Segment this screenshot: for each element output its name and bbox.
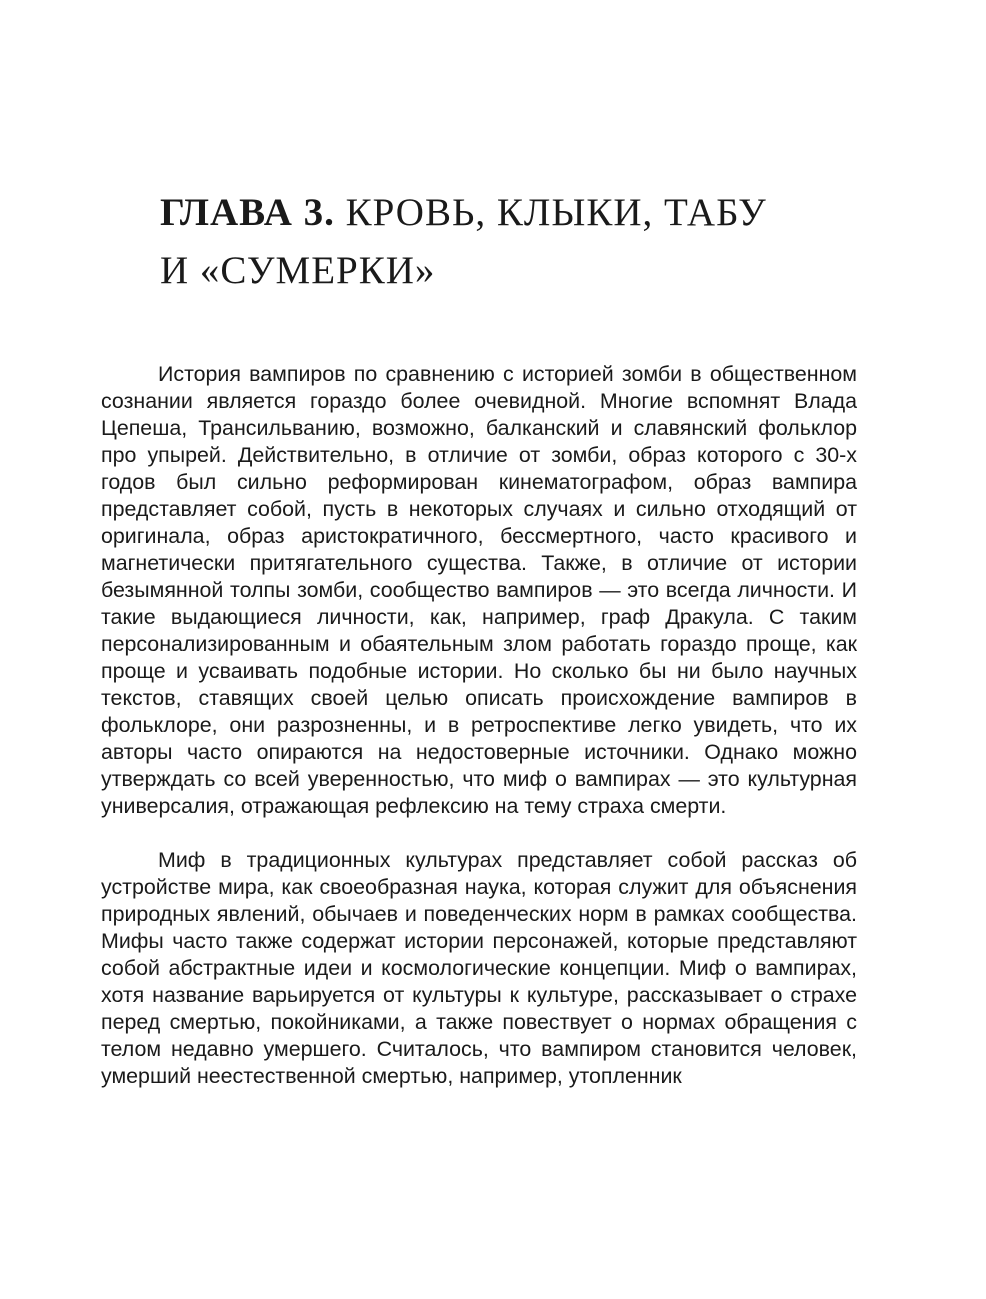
chapter-body <box>101 361 857 1090</box>
paragraph-1: История вампиров по сравнению с историей зомби в общественном сознании является гораздо более очевидной. Многие вспомнят Влада Цепеша, Трансильванию, возможно, балканский и славянский фольклор про упырей. Действительно, в отличие от зомби, образ которого с 30-х годов был сильно реформирован кинематографом, образ вампира представляет собой, пусть в некоторых случаях и сильно отходящий от оригинала, образ аристократичного, бессмертного, часто красивого и магнетически притягательного существа. Также, в отличие от истории безымянной толпы зомби, сообщество вампиров — это всегда личности. И такие выдающиеся личности, как, например, граф Дракула. С таким персонализированным и обаятельным злом работать гораздо проще, как проще и усваивать подобные истории. Но сколько бы ни было научных текстов, ставящих своей целью описать происхождение вампиров в фольклоре, они разрозненны, и в ретроспективе легко увидеть, что их авторы часто опираются на недостоверные источники. Однако можно утверждать со всей уверенностью, что миф о вампирах — это культурная универсалия, отражающая рефлексию на тему страха смерти. <box>101 362 857 818</box>
chapter-title-line-2: И «СУМЕРКИ» <box>160 249 436 292</box>
paragraph-2: Миф в традиционных культурах представляет собой рассказ об устройстве мира, как своеобразная наука, которая служит для объяснения природных явлений, обычаев и поведенческих норм в рамках сообщества. Мифы часто также содержат истории персонажей, которые представляют собой абстрактные идеи и космологические концепции. Миф о вампирах, хотя название варьируется от культуры к культуре, рассказывает о страхе перед смертью, покойниками, а также повествует о нормах обращения с телом недавно умершего. Считалось, что вампиром становится человек, умерший неестественной смертью, например, утопленник <box>101 848 857 1088</box>
chapter-label: ГЛАВА 3. <box>160 191 335 234</box>
chapter-title-line-1: КРОВЬ, КЛЫКИ, ТАБУ <box>334 191 767 234</box>
chapter-title <box>160 184 840 300</box>
